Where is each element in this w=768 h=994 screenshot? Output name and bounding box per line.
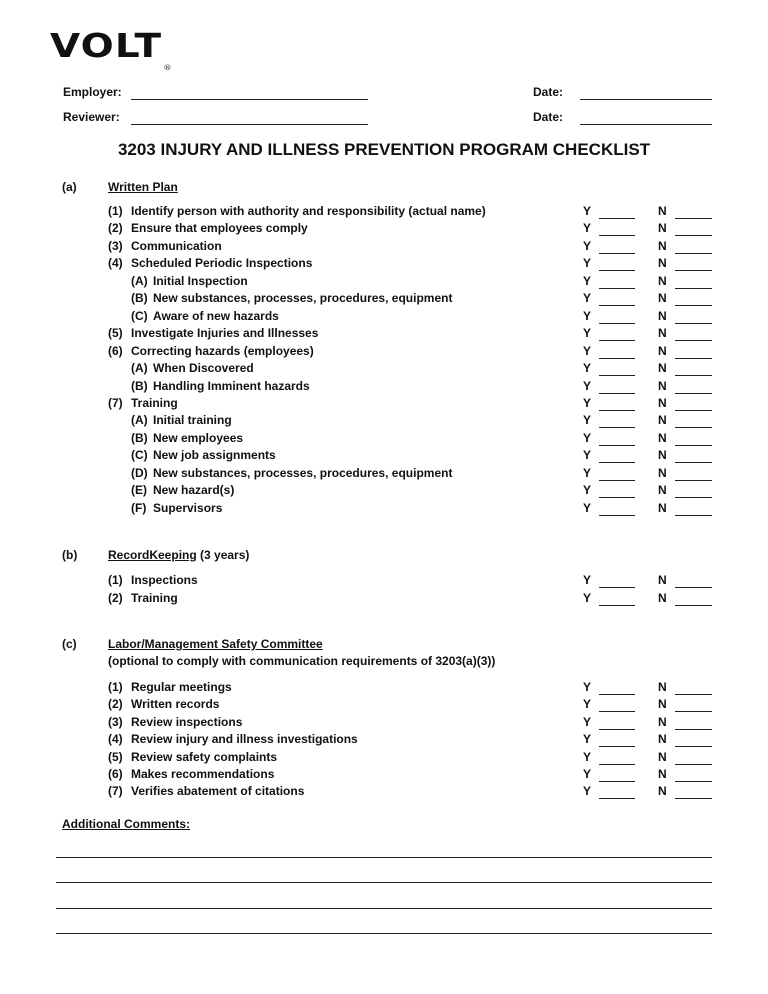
employer-date-field[interactable] — [580, 99, 712, 100]
item-text: New substances, processes, procedures, equipment — [153, 465, 453, 480]
item-text: New substances, processes, procedures, equipment — [153, 291, 453, 306]
item-number: (1) — [108, 680, 123, 694]
date-label-employer: Date: — [533, 85, 564, 99]
item-text: Communication — [131, 238, 222, 253]
no-label: N — [658, 483, 667, 498]
section-c-heading — [108, 637, 323, 651]
no-answer-field[interactable] — [675, 235, 712, 236]
no-answer-field[interactable] — [675, 253, 712, 254]
item-number: (1) — [108, 204, 123, 218]
item-number: (1) — [108, 573, 123, 587]
yes-label: Y — [583, 256, 592, 271]
section-c-letter: (c) — [62, 637, 77, 651]
item-text: Handling Imminent hazards — [153, 378, 310, 393]
yes-answer-field[interactable] — [599, 340, 635, 341]
section-b-letter: (b) — [62, 548, 78, 562]
yes-label: Y — [583, 784, 592, 799]
yes-answer-field[interactable] — [599, 235, 635, 236]
yes-answer-field[interactable] — [599, 694, 635, 695]
yes-answer-field[interactable] — [599, 605, 635, 606]
checklist-item — [0, 255, 720, 272]
checklist-item — [0, 273, 720, 290]
yes-answer-field[interactable] — [599, 410, 635, 411]
yes-answer-field[interactable] — [599, 445, 635, 446]
item-text: Training — [131, 395, 178, 410]
employer-field[interactable] — [131, 99, 368, 100]
no-answer-field[interactable] — [675, 462, 712, 463]
item-text: Review inspections — [131, 714, 243, 729]
volt-logo — [50, 26, 172, 72]
no-label: N — [658, 273, 667, 288]
item-text: Verifies abatement of citations — [131, 784, 305, 799]
checklist-item — [0, 465, 720, 482]
yes-label: Y — [583, 680, 592, 694]
no-answer-field[interactable] — [675, 410, 712, 411]
checklist-item — [0, 430, 720, 447]
yes-answer-field[interactable] — [599, 305, 635, 306]
yes-label: Y — [583, 361, 592, 376]
checklist-item — [0, 378, 720, 395]
no-label: N — [658, 500, 667, 515]
reviewer-field[interactable] — [131, 124, 368, 125]
item-text: Scheduled Periodic Inspections — [131, 256, 313, 271]
yes-label: Y — [583, 767, 592, 781]
item-number: (2) — [108, 591, 123, 605]
no-answer-field[interactable] — [675, 711, 712, 712]
comment-line[interactable] — [56, 908, 712, 909]
yes-label: Y — [583, 291, 592, 306]
item-text: Makes recommendations — [131, 767, 275, 781]
item-number: (F) — [131, 500, 147, 515]
no-answer-field[interactable] — [675, 218, 712, 219]
section-b-heading-suffix: (3 years) — [196, 548, 250, 562]
yes-answer-field[interactable] — [599, 218, 635, 219]
item-text: Written records — [131, 697, 220, 712]
no-answer-field[interactable] — [675, 358, 712, 359]
checklist-item — [0, 590, 720, 607]
no-label: N — [658, 680, 667, 694]
item-text: Ensure that employees comply — [131, 221, 308, 236]
yes-label: Y — [583, 273, 592, 288]
no-answer-field[interactable] — [675, 445, 712, 446]
checklist-item — [0, 290, 720, 307]
section-b-heading-text: RecordKeeping — [108, 548, 197, 562]
item-text: Review injury and illness investigations — [131, 732, 358, 747]
item-text: New employees — [153, 430, 244, 445]
no-answer-field[interactable] — [675, 764, 712, 765]
item-number: (B) — [131, 378, 148, 393]
no-label: N — [658, 714, 667, 729]
no-label: N — [658, 448, 667, 463]
no-answer-field[interactable] — [675, 587, 712, 588]
yes-label: Y — [583, 221, 592, 236]
yes-label: Y — [583, 573, 592, 587]
no-label: N — [658, 256, 667, 271]
no-label: N — [658, 395, 667, 410]
checklist-item — [0, 696, 720, 713]
no-label: N — [658, 784, 667, 799]
item-text: Review safety complaints — [131, 749, 278, 764]
checklist-item — [0, 714, 720, 731]
no-label: N — [658, 591, 667, 605]
yes-answer-field[interactable] — [599, 323, 635, 324]
section-a-heading-text: Written Plan — [108, 180, 178, 194]
logo-text: VOLT — [50, 26, 163, 65]
checklist-item — [0, 203, 720, 220]
yes-label: Y — [583, 395, 592, 410]
yes-label: Y — [583, 714, 592, 729]
employer-label: Employer: — [63, 85, 122, 99]
yes-label: Y — [583, 430, 592, 445]
no-answer-field[interactable] — [675, 427, 712, 428]
item-number: (5) — [108, 749, 123, 764]
yes-answer-field[interactable] — [599, 253, 635, 254]
item-text: Initial training — [153, 413, 232, 428]
item-text: Investigate Injuries and Illnesses — [131, 326, 319, 341]
yes-answer-field[interactable] — [599, 515, 635, 516]
item-number: (B) — [131, 291, 148, 306]
section-c-heading-text: Labor/Management Safety Committee — [108, 637, 323, 651]
reviewer-date-field[interactable] — [580, 124, 712, 125]
no-label: N — [658, 343, 667, 358]
yes-answer-field[interactable] — [599, 729, 635, 730]
item-text: New job assignments — [153, 448, 276, 463]
yes-answer-field[interactable] — [599, 497, 635, 498]
item-number: (C) — [131, 308, 148, 323]
yes-label: Y — [583, 591, 592, 605]
checklist-item — [0, 482, 720, 499]
item-number: (4) — [108, 732, 123, 747]
comment-line[interactable] — [56, 882, 712, 883]
item-number: (E) — [131, 483, 147, 498]
section-a-heading — [108, 180, 178, 194]
item-number: (2) — [108, 221, 123, 236]
yes-answer-field[interactable] — [599, 798, 635, 799]
item-number: (A) — [131, 361, 148, 376]
no-answer-field[interactable] — [675, 798, 712, 799]
no-answer-field[interactable] — [675, 288, 712, 289]
section-c-subheading: (optional to comply with communication requirements of 3203(a)(3)) — [108, 654, 496, 668]
checklist-item — [0, 308, 720, 325]
no-label: N — [658, 291, 667, 306]
checklist-item — [0, 360, 720, 377]
no-answer-field[interactable] — [675, 781, 712, 782]
yes-label: Y — [583, 483, 592, 498]
yes-label: Y — [583, 238, 592, 253]
item-number: (7) — [108, 784, 123, 799]
no-label: N — [658, 573, 667, 587]
no-label: N — [658, 238, 667, 253]
registered-mark: ® — [163, 64, 172, 72]
no-label: N — [658, 430, 667, 445]
checklist-item — [0, 783, 720, 800]
yes-label: Y — [583, 204, 592, 218]
no-label: N — [658, 378, 667, 393]
yes-answer-field[interactable] — [599, 764, 635, 765]
item-text: New hazard(s) — [153, 483, 235, 498]
item-text: When Discovered — [153, 361, 254, 376]
checklist-item — [0, 749, 720, 766]
no-label: N — [658, 767, 667, 781]
no-answer-field[interactable] — [675, 323, 712, 324]
yes-label: Y — [583, 308, 592, 323]
item-number: (3) — [108, 714, 123, 729]
comment-line[interactable] — [56, 933, 712, 934]
no-answer-field[interactable] — [675, 515, 712, 516]
yes-answer-field[interactable] — [599, 375, 635, 376]
date-label-reviewer: Date: — [533, 110, 564, 124]
no-label: N — [658, 413, 667, 428]
no-answer-field[interactable] — [675, 497, 712, 498]
no-label: N — [658, 204, 667, 218]
no-answer-field[interactable] — [675, 393, 712, 394]
yes-answer-field[interactable] — [599, 480, 635, 481]
section-a-letter: (a) — [62, 180, 77, 194]
yes-label: Y — [583, 465, 592, 480]
item-text: Identify person with authority and responsibility (actual name) — [131, 204, 486, 218]
yes-answer-field[interactable] — [599, 781, 635, 782]
no-answer-field[interactable] — [675, 375, 712, 376]
no-label: N — [658, 732, 667, 747]
checklist-item — [0, 395, 720, 412]
yes-answer-field[interactable] — [599, 288, 635, 289]
no-label: N — [658, 308, 667, 323]
checklist-item — [0, 447, 720, 464]
yes-label: Y — [583, 378, 592, 393]
checklist-item — [0, 679, 720, 696]
no-answer-field[interactable] — [675, 746, 712, 747]
item-number: (6) — [108, 767, 123, 781]
checklist-item — [0, 238, 720, 255]
item-text: Correcting hazards (employees) — [131, 343, 314, 358]
item-text: Inspections — [131, 573, 198, 587]
yes-answer-field[interactable] — [599, 358, 635, 359]
section-b-heading — [108, 548, 249, 562]
checklist-item — [0, 766, 720, 783]
no-label: N — [658, 697, 667, 712]
no-label: N — [658, 361, 667, 376]
item-number: (C) — [131, 448, 148, 463]
no-answer-field[interactable] — [675, 605, 712, 606]
no-answer-field[interactable] — [675, 340, 712, 341]
no-label: N — [658, 465, 667, 480]
checklist-item — [0, 412, 720, 429]
checklist-item — [0, 220, 720, 237]
yes-label: Y — [583, 448, 592, 463]
comment-line[interactable] — [56, 857, 712, 858]
no-answer-field[interactable] — [675, 729, 712, 730]
no-answer-field[interactable] — [675, 270, 712, 271]
item-number: (2) — [108, 697, 123, 712]
yes-answer-field[interactable] — [599, 587, 635, 588]
item-number: (5) — [108, 326, 123, 341]
no-label: N — [658, 326, 667, 341]
reviewer-label: Reviewer: — [63, 110, 120, 124]
no-answer-field[interactable] — [675, 480, 712, 481]
checklist-item — [0, 343, 720, 360]
item-number: (3) — [108, 238, 123, 253]
no-label: N — [658, 749, 667, 764]
item-text: Supervisors — [153, 500, 223, 515]
no-label: N — [658, 221, 667, 236]
page-title: 3203 INJURY AND ILLNESS PREVENTION PROGRAM CHECKLIST — [117, 140, 651, 159]
item-number: (4) — [108, 256, 123, 271]
item-number: (A) — [131, 273, 148, 288]
no-answer-field[interactable] — [675, 694, 712, 695]
checklist-item — [0, 500, 720, 517]
yes-label: Y — [583, 326, 592, 341]
item-number: (D) — [131, 465, 148, 480]
checklist-item — [0, 731, 720, 748]
item-number: (6) — [108, 343, 123, 358]
yes-label: Y — [583, 697, 592, 712]
yes-label: Y — [583, 413, 592, 428]
item-text: Training — [131, 591, 178, 605]
additional-comments-label: Additional Comments: — [62, 817, 190, 831]
item-number: (B) — [131, 430, 148, 445]
yes-answer-field[interactable] — [599, 711, 635, 712]
no-answer-field[interactable] — [675, 305, 712, 306]
item-number: (A) — [131, 413, 148, 428]
item-number: (7) — [108, 395, 123, 410]
yes-answer-field[interactable] — [599, 393, 635, 394]
item-text: Regular meetings — [131, 680, 232, 694]
yes-answer-field[interactable] — [599, 270, 635, 271]
yes-label: Y — [583, 500, 592, 515]
checklist-item — [0, 572, 720, 589]
yes-answer-field[interactable] — [599, 746, 635, 747]
yes-answer-field[interactable] — [599, 462, 635, 463]
yes-label: Y — [583, 343, 592, 358]
item-text: Aware of new hazards — [153, 308, 279, 323]
checklist-item — [0, 325, 720, 342]
item-text: Initial Inspection — [153, 273, 248, 288]
yes-label: Y — [583, 749, 592, 764]
yes-label: Y — [583, 732, 592, 747]
yes-answer-field[interactable] — [599, 427, 635, 428]
